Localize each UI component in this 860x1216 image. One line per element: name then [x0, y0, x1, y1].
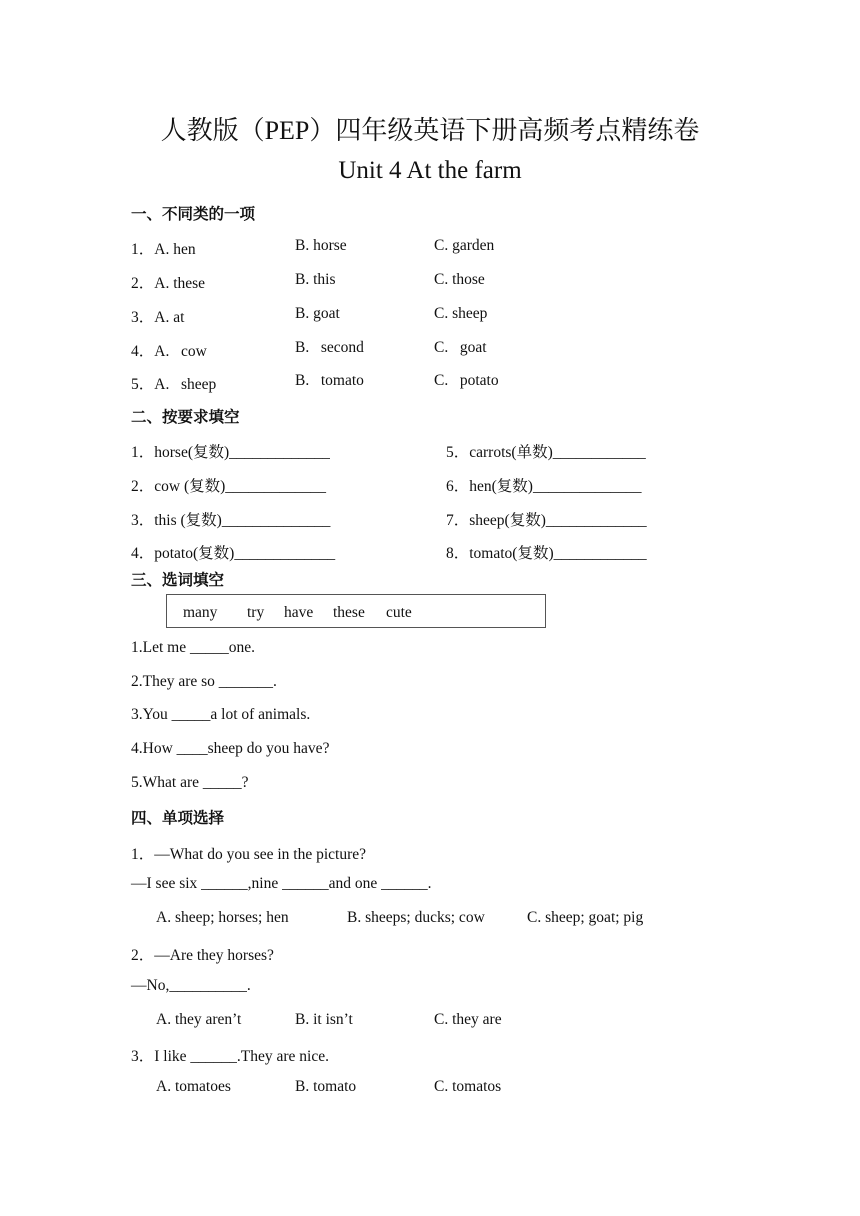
s3-q3: 3.You _____a lot of animals.	[131, 706, 311, 723]
section2-heading: 二、按要求填空	[131, 408, 240, 426]
s1-q2-b: B. this	[295, 271, 336, 288]
s1-q4-a: 4．A. cow	[131, 343, 207, 360]
s1-q3-c: C. sheep	[434, 305, 488, 322]
word-bank-word: cute	[386, 604, 412, 621]
word-bank-word: these	[333, 604, 365, 621]
s4-q2-option-b: B. it isn’t	[295, 1011, 353, 1028]
section4-heading: 四、单项选择	[131, 809, 225, 827]
s1-q5-c: C. potato	[434, 372, 499, 389]
s2-q8: 8．tomato(复数)____________	[446, 545, 647, 562]
s1-q3-b: B. goat	[295, 305, 340, 322]
s4-q1-line2: —I see six ______,nine ______and one ______.	[131, 875, 432, 892]
s4-q1-option-b: B. sheeps; ducks; cow	[347, 909, 485, 926]
s3-q1: 1.Let me _____one.	[131, 639, 255, 656]
s2-q7: 7．sheep(复数)_____________	[446, 512, 647, 529]
page-title: 人教版（PEP）四年级英语下册高频考点精练卷	[160, 116, 700, 145]
s4-q3-line1: 3．I like ______.They are nice.	[131, 1048, 329, 1065]
s4-q2-option-a: A. they aren’t	[156, 1011, 242, 1028]
s1-q2-a: 2．A. these	[131, 275, 206, 292]
word-bank-word: try	[247, 604, 265, 621]
s4-q2-option-c: C. they are	[434, 1011, 502, 1028]
s4-q1-option-a: A. sheep; horses; hen	[156, 909, 289, 926]
s4-q1-option-c: C. sheep; goat; pig	[527, 909, 644, 926]
s2-q1: 1．horse(复数)_____________	[131, 444, 330, 461]
s4-q2-line1: 2．—Are they horses?	[131, 947, 274, 964]
s4-q1-line1: 1．—What do you see in the picture?	[131, 846, 367, 863]
s2-q6: 6．hen(复数)______________	[446, 478, 642, 495]
s2-q4: 4．potato(复数)_____________	[131, 545, 336, 562]
s1-q5-b: B. tomato	[295, 372, 364, 389]
s4-q3-option-b: B. tomato	[295, 1078, 357, 1095]
s3-q2: 2.They are so _______.	[131, 673, 277, 690]
word-bank-word: many	[183, 604, 218, 621]
s2-q2: 2．cow (复数)_____________	[131, 478, 327, 495]
s1-q3-a: 3．A. at	[131, 309, 185, 326]
word-bank-word: have	[284, 604, 314, 621]
word-bank-box	[166, 594, 546, 628]
s1-q1-c: C. garden	[434, 237, 495, 254]
section1-heading: 一、不同类的一项	[131, 205, 256, 223]
s1-q1-b: B. horse	[295, 237, 347, 254]
s4-q3-option-a: A. tomatoes	[156, 1078, 231, 1095]
s3-q5: 5.What are _____?	[131, 774, 249, 791]
s2-q5: 5．carrots(单数)____________	[446, 444, 646, 461]
s4-q2-line2: —No,__________.	[131, 977, 251, 994]
s2-q3: 3．this (复数)______________	[131, 512, 331, 529]
s4-q3-option-c: C. tomatos	[434, 1078, 502, 1095]
s1-q4-c: C. goat	[434, 339, 487, 356]
s1-q5-a: 5．A. sheep	[131, 376, 217, 393]
s1-q1-a: 1．A. hen	[131, 241, 196, 258]
s3-q4: 4.How ____sheep do you have?	[131, 740, 330, 757]
s1-q2-c: C. those	[434, 271, 485, 288]
section3-heading: 三、选词填空	[131, 571, 225, 589]
s1-q4-b: B. second	[295, 339, 364, 356]
page-subtitle: Unit 4 At the farm	[338, 157, 522, 184]
